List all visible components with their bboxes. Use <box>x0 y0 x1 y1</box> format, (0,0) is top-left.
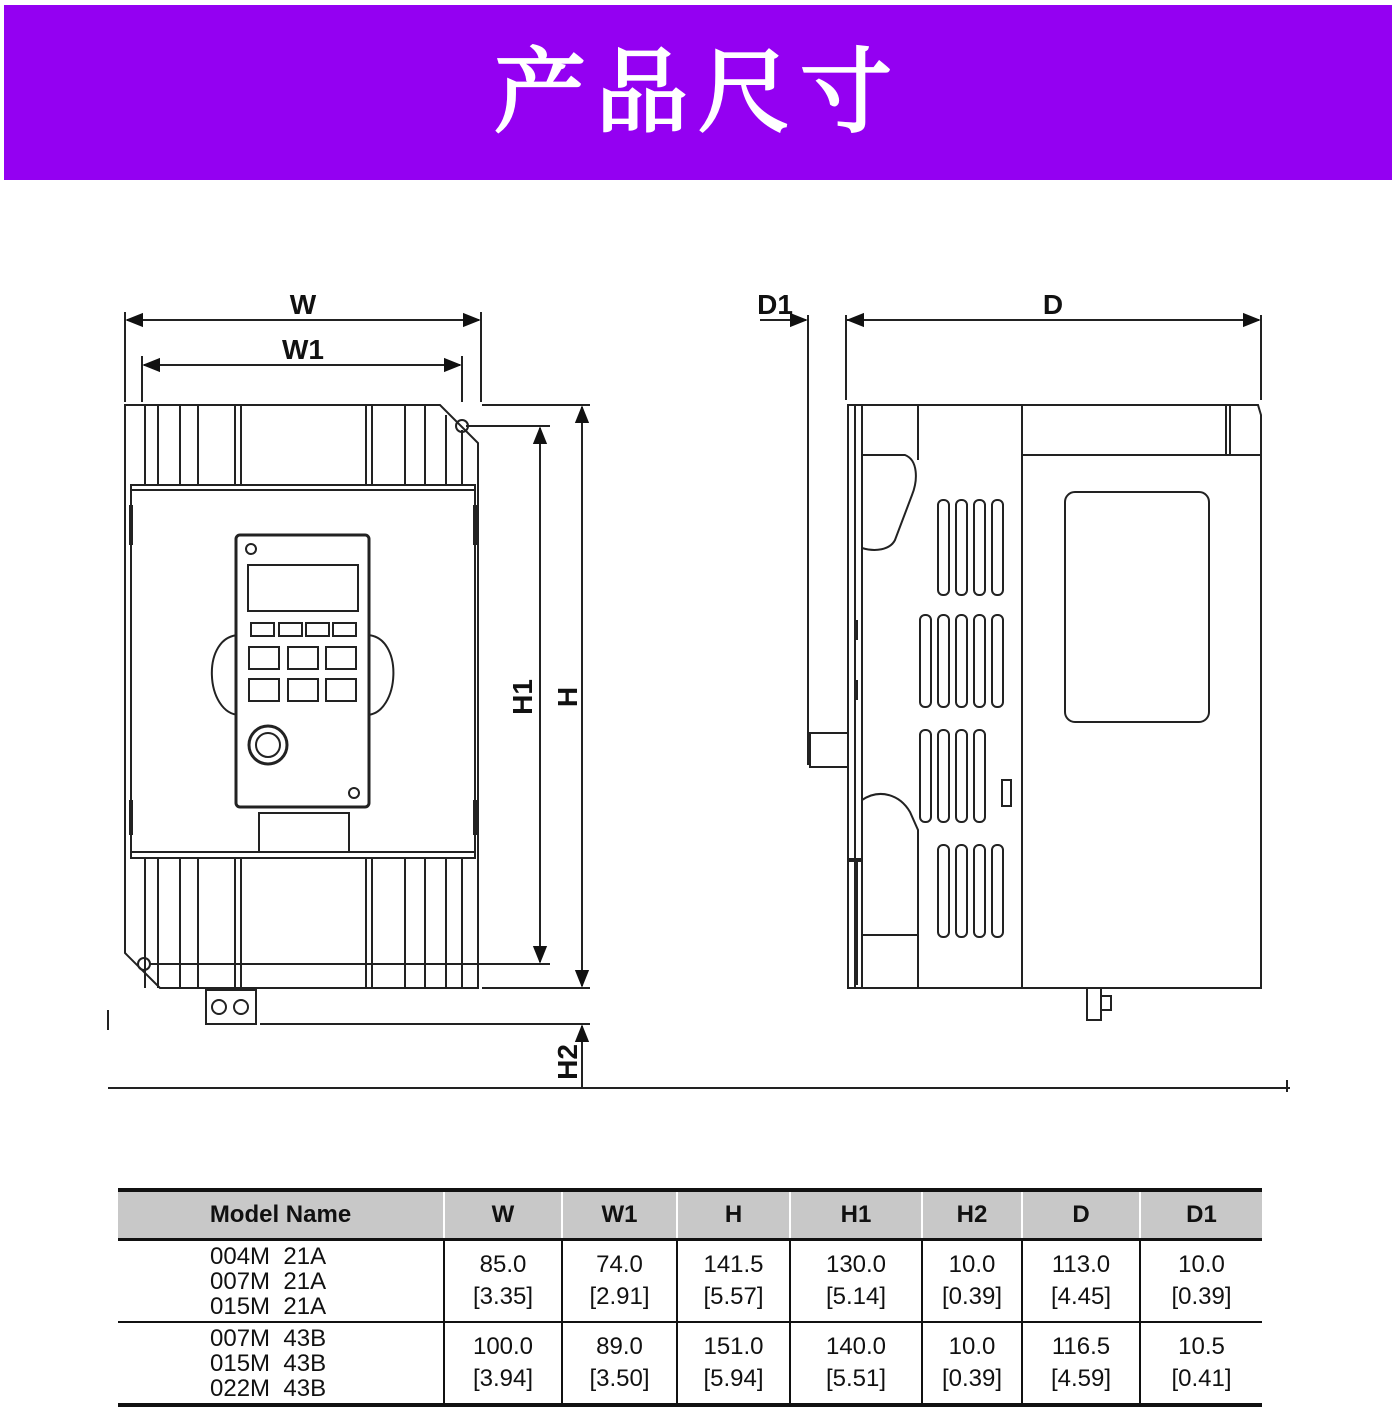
label-h: H <box>552 686 583 708</box>
value-mm: 116.5 <box>1051 1333 1111 1360</box>
cell-d <box>1022 1240 1140 1323</box>
cell-h1 <box>790 1240 922 1323</box>
value-inch: [5.57] <box>703 1283 764 1310</box>
model-name: 007M 43B <box>210 1324 327 1352</box>
table-row <box>118 1240 1262 1323</box>
value-mm: 100.0 <box>472 1333 534 1360</box>
value-mm: 10.0 <box>948 1333 996 1360</box>
value-inch: [5.14] <box>825 1283 887 1310</box>
table-row <box>118 1322 1262 1405</box>
model-name: 015M 43B <box>210 1349 327 1377</box>
dimension-table <box>118 1188 1262 1407</box>
value-inch: [4.59] <box>1050 1365 1112 1392</box>
value-inch: [2.91] <box>589 1283 650 1310</box>
value-mm: 74.0 <box>596 1251 643 1278</box>
cell-h2 <box>922 1240 1022 1323</box>
header-w1: W1 <box>562 1190 677 1240</box>
value-mm: 140.0 <box>825 1333 887 1360</box>
front-view <box>125 405 478 1024</box>
cell-h <box>677 1322 790 1405</box>
table-header-row <box>118 1190 1262 1240</box>
label-h1: H1 <box>507 679 538 715</box>
header-model-name: Model Name <box>118 1190 444 1240</box>
cell-h <box>677 1240 790 1323</box>
value-mm: 141.5 <box>703 1251 764 1278</box>
cell-w1 <box>562 1322 677 1405</box>
value-mm: 10.0 <box>948 1251 996 1278</box>
cell-w <box>444 1322 562 1405</box>
model-name: 015M 21A <box>210 1292 327 1320</box>
model-name: 022M 43B <box>210 1374 327 1402</box>
header-w: W <box>444 1190 562 1240</box>
header-d: D <box>1022 1190 1140 1240</box>
value-inch: [0.41] <box>1171 1365 1232 1392</box>
cell-w1 <box>562 1240 677 1323</box>
value-mm: 10.5 <box>1178 1333 1225 1360</box>
header-h1: H1 <box>790 1190 922 1240</box>
value-inch: [5.94] <box>703 1365 764 1392</box>
value-inch: [4.45] <box>1050 1283 1112 1310</box>
model-name-cell <box>118 1240 444 1323</box>
model-name: 007M 21A <box>210 1267 327 1295</box>
model-name: 004M 21A <box>210 1242 327 1270</box>
header-d1: D1 <box>1140 1190 1262 1240</box>
label-d1: D1 <box>757 289 793 320</box>
value-mm: 113.0 <box>1051 1251 1111 1278</box>
banner-title: 产品尺寸 <box>493 38 902 146</box>
cell-w <box>444 1240 562 1323</box>
value-inch: [3.35] <box>472 1283 534 1310</box>
cell-h1 <box>790 1322 922 1405</box>
header-h2: H2 <box>922 1190 1022 1240</box>
value-inch: [5.51] <box>825 1365 887 1392</box>
label-h2: H2 <box>552 1044 583 1080</box>
value-inch: [0.39] <box>941 1283 1003 1310</box>
value-inch: [0.39] <box>1171 1283 1232 1310</box>
side-view <box>810 405 1261 1020</box>
header-h: H <box>677 1190 790 1240</box>
cell-h2 <box>922 1322 1022 1405</box>
cell-d <box>1022 1322 1140 1405</box>
side-dimension-labels <box>757 289 1063 320</box>
value-mm: 10.0 <box>1178 1251 1225 1278</box>
value-mm: 89.0 <box>596 1333 643 1360</box>
value-mm: 151.0 <box>703 1333 764 1360</box>
cell-d1 <box>1140 1240 1262 1323</box>
cell-d1 <box>1140 1322 1262 1405</box>
label-w1: W1 <box>282 334 324 365</box>
model-name-cell <box>118 1322 444 1405</box>
value-inch: [3.94] <box>472 1365 534 1392</box>
value-mm: 85.0 <box>479 1251 527 1278</box>
value-inch: [3.50] <box>589 1365 650 1392</box>
value-mm: 130.0 <box>825 1251 887 1278</box>
label-d: D <box>1042 289 1064 320</box>
dimension-table-wrap <box>118 1188 1262 1407</box>
value-inch: [0.39] <box>941 1365 1003 1392</box>
side-dimensions <box>760 315 1287 1092</box>
label-w: W <box>289 289 317 320</box>
